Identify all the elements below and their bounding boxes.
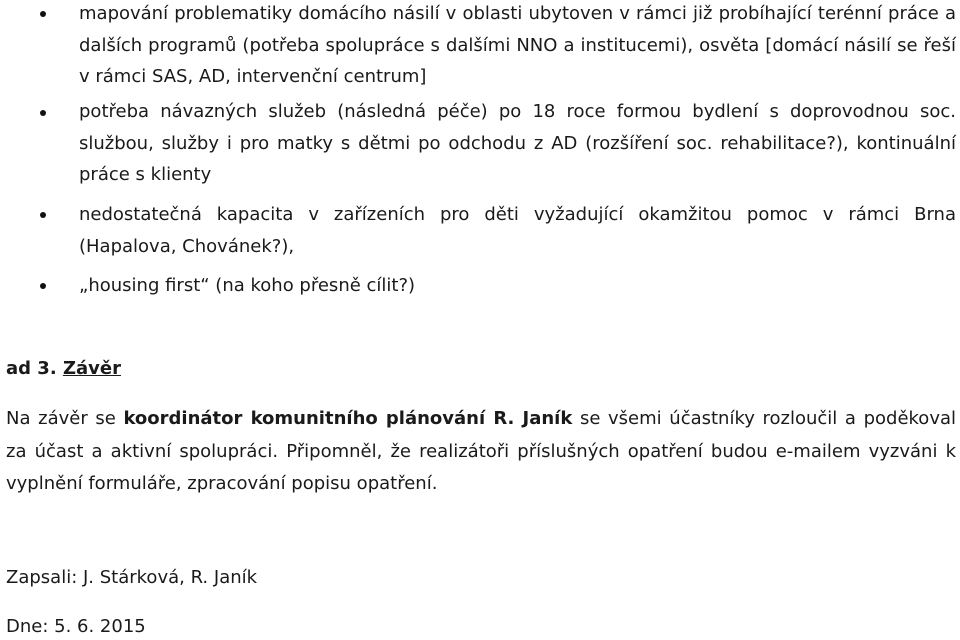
bullet-dot-icon: [40, 110, 46, 116]
list-item-text: mapování problematiky domácího násilí v oblasti ubytoven v rámci již probíhající terénní práce a dalších programů (potřeba spolupráce s dalšími NNO a institucemi), osvěta [domácí násilí se řeší v rámci SAS, AD, intervenční centrum]: [79, 3, 956, 87]
document-date: Dne: 5. 6. 2015: [6, 616, 146, 637]
section-title: Závěr: [62, 358, 121, 379]
conclusion-text-start: Na závěr se: [6, 408, 124, 429]
bullet-dot-icon: [40, 212, 46, 218]
section-heading: [6, 355, 121, 383]
bullet-dot-icon: [40, 11, 46, 17]
list-item-text: „housing first“ (na koho přesně cílit?): [79, 275, 416, 296]
list-item-text: nedostatečná kapacita v zařízeních pro děti vyžadující okamžitou pomoc v rámci Brna (Hapalova, Chovánek?),: [79, 204, 956, 257]
coordinator-name: koordinátor komunitního plánování R. Janík: [123, 408, 573, 429]
conclusion-text-rest: se všemi účastníky rozloučil a poděkoval za účast a aktivní spolupráci. Připomněl, že realizátoři příslušných opatření budou e-mailem vyzváni k vyplnění formuláře, zpracování popisu opatření.: [6, 408, 957, 494]
section-prefix: ad 3.: [6, 358, 63, 379]
minutes-authors: Zapsali: J. Stárková, R. Janík: [6, 567, 258, 588]
conclusion-paragraph: [6, 403, 956, 501]
bullet-dot-icon: [40, 283, 46, 289]
list-item-text: potřeba návazných služeb (následná péče) po 18 roce formou bydlení s doprovodnou soc. službou, služby i pro matky s dětmi po odchodu z AD (rozšíření soc. rehabilitace?), kontinuální práce s klienty: [79, 101, 956, 185]
